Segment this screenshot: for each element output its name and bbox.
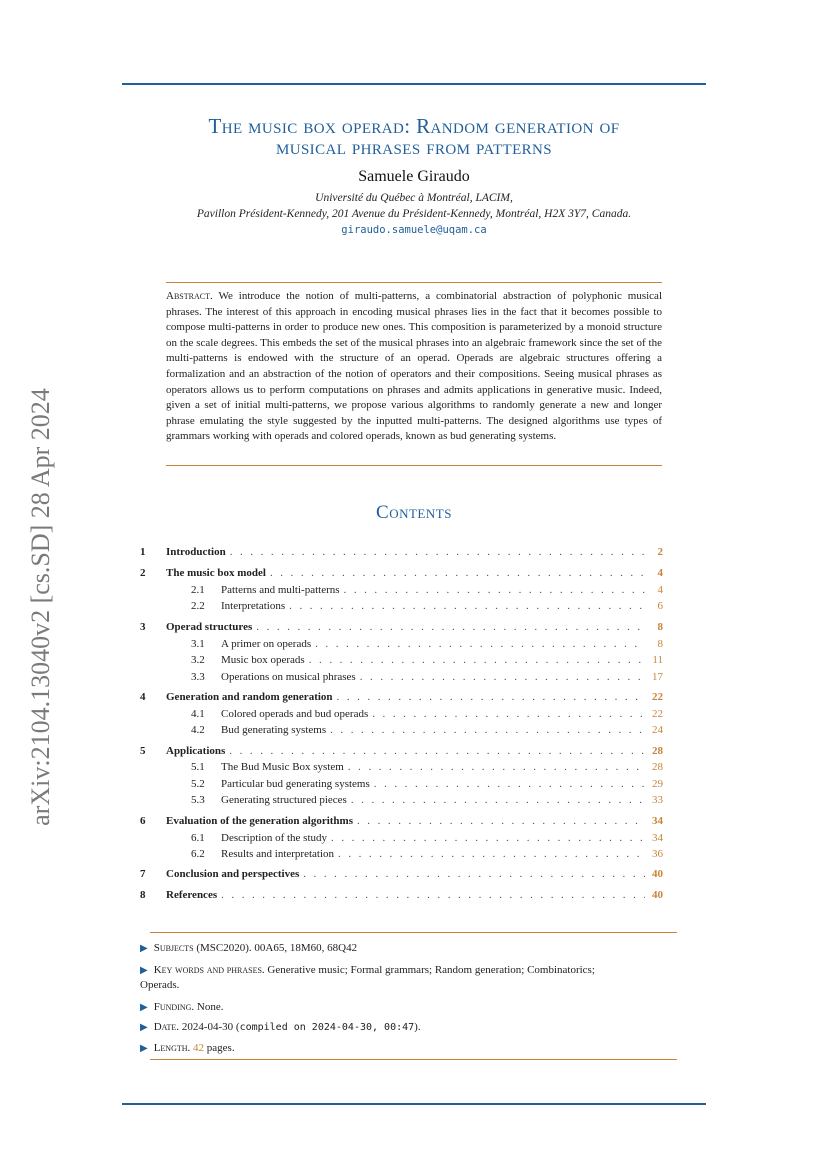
toc-leader-dots: [348, 761, 645, 773]
toc-leader-dots: [229, 745, 645, 757]
toc-section-entry[interactable]: [140, 567, 663, 583]
toc-page-link[interactable]: 8: [657, 621, 663, 633]
toc-title[interactable]: Introduction: [166, 546, 226, 558]
toc-page-link[interactable]: 40: [652, 868, 663, 880]
toc-number: 8: [140, 889, 146, 901]
toc-title[interactable]: References: [166, 889, 218, 901]
toc-page-link[interactable]: 29: [652, 778, 663, 790]
toc-subsection-entry[interactable]: [140, 794, 663, 810]
title-line-1: The music box operad: Random generation of: [208, 114, 620, 138]
contents-heading: Contents: [376, 502, 452, 523]
toc-section-entry[interactable]: [140, 815, 663, 831]
subjects-label: Subjects: [153, 942, 194, 954]
toc-leader-dots: [357, 815, 645, 827]
toc-subsection-entry[interactable]: [140, 761, 663, 777]
toc-page-link[interactable]: 24: [652, 724, 663, 736]
toc-subsection-entry[interactable]: [140, 724, 663, 740]
toc-title[interactable]: Description of the study: [221, 832, 328, 844]
top-rule: [122, 83, 706, 85]
toc-title[interactable]: Results and interpretation: [221, 848, 335, 860]
toc-subsection-entry[interactable]: [140, 600, 663, 616]
toc-title[interactable]: The music box model: [166, 567, 266, 579]
meta-bottom-rule: [150, 1059, 677, 1060]
toc-subsection-entry[interactable]: [140, 654, 663, 670]
toc-leader-dots: [374, 778, 645, 790]
toc-subsection-entry[interactable]: [140, 832, 663, 848]
toc-section-entry[interactable]: [140, 621, 663, 637]
toc-title[interactable]: Generation and random generation: [166, 691, 333, 703]
toc-page-link[interactable]: 22: [652, 691, 663, 703]
toc-number: 3.2: [191, 654, 205, 666]
toc-title[interactable]: Particular bud generating systems: [221, 778, 370, 790]
abstract-top-rule: [166, 282, 662, 283]
toc-page-link[interactable]: 34: [652, 832, 663, 844]
toc-number: 4.2: [191, 724, 205, 736]
meta-subjects: [140, 941, 668, 956]
toc-title[interactable]: Operad structures: [166, 621, 253, 633]
affiliation-line-1: Université du Québec à Montréal, LACIM,: [315, 192, 513, 204]
toc-title[interactable]: A primer on operads: [221, 638, 312, 650]
blue-triangle-bullet-icon: ▶: [140, 1022, 148, 1033]
funding-value: None.: [196, 1001, 224, 1013]
toc-leader-dots: [256, 621, 645, 633]
toc-title[interactable]: Operations on musical phrases: [221, 671, 356, 683]
toc-page-link[interactable]: 11: [652, 654, 663, 666]
meta-funding: [140, 1000, 668, 1015]
toc-subsection-entry[interactable]: [140, 778, 663, 794]
toc-title[interactable]: Interpretations: [221, 600, 286, 612]
toc-page-link[interactable]: 8: [657, 638, 663, 650]
blue-triangle-bullet-icon: ▶: [140, 1043, 148, 1054]
toc-title[interactable]: The Bud Music Box system: [221, 761, 344, 773]
toc-number: 5: [140, 745, 146, 757]
toc-leader-dots: [315, 638, 645, 650]
toc-number: 6: [140, 815, 146, 827]
author-email[interactable]: giraudo.samuele@uqam.ca: [341, 224, 487, 236]
arxiv-stamp-text: arXiv:2104.13040v2 [cs.SD] 28 Apr 2024: [26, 388, 55, 826]
arxiv-stamp: [20, 365, 62, 849]
toc-leader-dots: [289, 600, 645, 612]
toc-page-link[interactable]: 40: [652, 889, 663, 901]
toc-leader-dots: [221, 889, 645, 901]
keywords-value: Generative music; Formal grammars; Random generation; Combinatorics;: [267, 964, 595, 976]
meta-length: [140, 1041, 668, 1056]
toc-leader-dots: [330, 724, 645, 736]
author-name: Samuele Giraudo: [358, 168, 470, 185]
title-line-2: musical phrases from patterns: [275, 135, 553, 159]
funding-label: Funding.: [153, 1001, 195, 1013]
toc-number: 3.3: [191, 671, 205, 683]
toc-page-link[interactable]: 22: [652, 708, 663, 720]
date-label: Date.: [153, 1021, 180, 1033]
toc-leader-dots: [303, 868, 645, 880]
length-unit: pages.: [206, 1042, 235, 1054]
toc-page-link[interactable]: 36: [652, 848, 663, 860]
affiliation-line-2: Pavillon Président-Kennedy, 201 Avenue du Président-Kennedy, Montréal, H2X 3Y7, Canada.: [196, 208, 632, 220]
keywords-value-cont: Operads.: [140, 979, 180, 991]
toc-page-link[interactable]: 17: [652, 671, 663, 683]
blue-triangle-bullet-icon: ▶: [140, 965, 148, 976]
length-label: Length.: [153, 1042, 191, 1054]
abstract-label: Abstract.: [166, 290, 213, 302]
toc-subsection-entry[interactable]: [140, 708, 663, 724]
toc-title[interactable]: Applications: [166, 745, 226, 757]
toc-leader-dots: [351, 794, 645, 806]
toc-leader-dots: [360, 671, 645, 683]
toc-number: 5.1: [191, 761, 205, 773]
date-value: 2024-04-30 (: [181, 1021, 240, 1033]
toc-number: 1: [140, 546, 146, 558]
toc-section-entry[interactable]: [140, 889, 663, 905]
toc-leader-dots: [270, 567, 645, 579]
toc-title[interactable]: Patterns and multi-patterns: [221, 584, 340, 596]
toc-section-entry[interactable]: [140, 745, 663, 761]
toc-subsection-entry[interactable]: [140, 638, 663, 654]
date-compiled: compiled on 2024-04-30, 00:47: [239, 1022, 415, 1033]
toc-number: 6.2: [191, 848, 205, 860]
toc-leader-dots: [230, 546, 645, 558]
toc-number: 5.2: [191, 778, 205, 790]
toc-title[interactable]: Evaluation of the generation algorithms: [166, 815, 353, 827]
toc-subsection-entry[interactable]: [140, 848, 663, 864]
toc-page-link[interactable]: 4: [657, 567, 663, 579]
toc-number: 6.1: [191, 832, 205, 844]
toc-number: 3: [140, 621, 146, 633]
toc-title[interactable]: Generating structured pieces: [221, 794, 347, 806]
meta-keywords: [140, 963, 668, 993]
toc-page-link[interactable]: 6: [657, 600, 663, 612]
subjects-value: (MSC2020). 00A65, 18M60, 68Q42: [196, 942, 358, 954]
abstract-text: We introduce the notion of multi-patterns, a combinatorial abstraction of polyphonic musical phrases. The interest of this approach in encoding musical phrases lies in the fact that it becomes possible to compose multi-patterns in order to produce new ones. This composition is parameterized by a monoid structure on the scale degrees. This embeds the set of the musical phrases into an algebraic framework since the set of the multi-patterns is endowed with the structure of an operad. Operads are algebraic structures offering a formalization and an abstraction of the notion of operators and their compositions. Seeing musical phrases as operators allows us to perform computations on phrases and admits applications in generative music. Indeed, given a set of initial multi-patterns, we propose various algorithms to randomly generate a new and longer phrase emulating the style suggested by the inputted multi-patterns. The designed algorithms use types of grammars working with operads and colored operads, known as bud generating systems.: [166, 290, 662, 443]
length-pages-link[interactable]: 42: [193, 1042, 205, 1054]
toc-title[interactable]: Music box operads: [221, 654, 305, 666]
toc-subsection-entry[interactable]: [140, 671, 663, 687]
toc-number: 7: [140, 868, 146, 880]
toc-number: 3.1: [191, 638, 205, 650]
toc-number: 2.2: [191, 600, 205, 612]
toc-leader-dots: [338, 848, 645, 860]
toc-number: 2.1: [191, 584, 205, 596]
toc-number: 5.3: [191, 794, 205, 806]
blue-triangle-bullet-icon: ▶: [140, 943, 148, 954]
abstract: [166, 289, 662, 445]
toc-title[interactable]: Conclusion and perspectives: [166, 868, 300, 880]
toc-title[interactable]: Bud generating systems: [221, 724, 327, 736]
date-end: ).: [414, 1021, 421, 1033]
toc-leader-dots: [372, 708, 645, 720]
toc-title[interactable]: Colored operads and bud operads: [221, 708, 369, 720]
abstract-bottom-rule: [166, 465, 662, 466]
toc-page-link[interactable]: 2: [657, 546, 663, 558]
toc-subsection-entry[interactable]: [140, 584, 663, 600]
toc-section-entry[interactable]: [140, 691, 663, 707]
toc-page-link[interactable]: 28: [652, 761, 663, 773]
toc-page-link[interactable]: 28: [652, 745, 663, 757]
toc-leader-dots: [309, 654, 645, 666]
toc-page-link[interactable]: 34: [652, 815, 663, 827]
meta-date: [140, 1020, 668, 1035]
toc-leader-dots: [331, 832, 645, 844]
toc-number: 4.1: [191, 708, 205, 720]
toc-section-entry[interactable]: [140, 868, 663, 884]
toc-leader-dots: [337, 691, 645, 703]
toc-number: 4: [140, 691, 146, 703]
blue-triangle-bullet-icon: ▶: [140, 1002, 148, 1013]
bottom-rule: [122, 1103, 706, 1105]
paper-title: [122, 116, 706, 158]
toc-leader-dots: [344, 584, 645, 596]
toc-page-link[interactable]: 33: [652, 794, 663, 806]
toc-number: 2: [140, 567, 146, 579]
meta-top-rule: [150, 932, 677, 933]
keywords-label: Key words and phrases.: [153, 964, 265, 976]
toc-page-link[interactable]: 4: [657, 584, 663, 596]
toc-section-entry[interactable]: [140, 546, 663, 562]
